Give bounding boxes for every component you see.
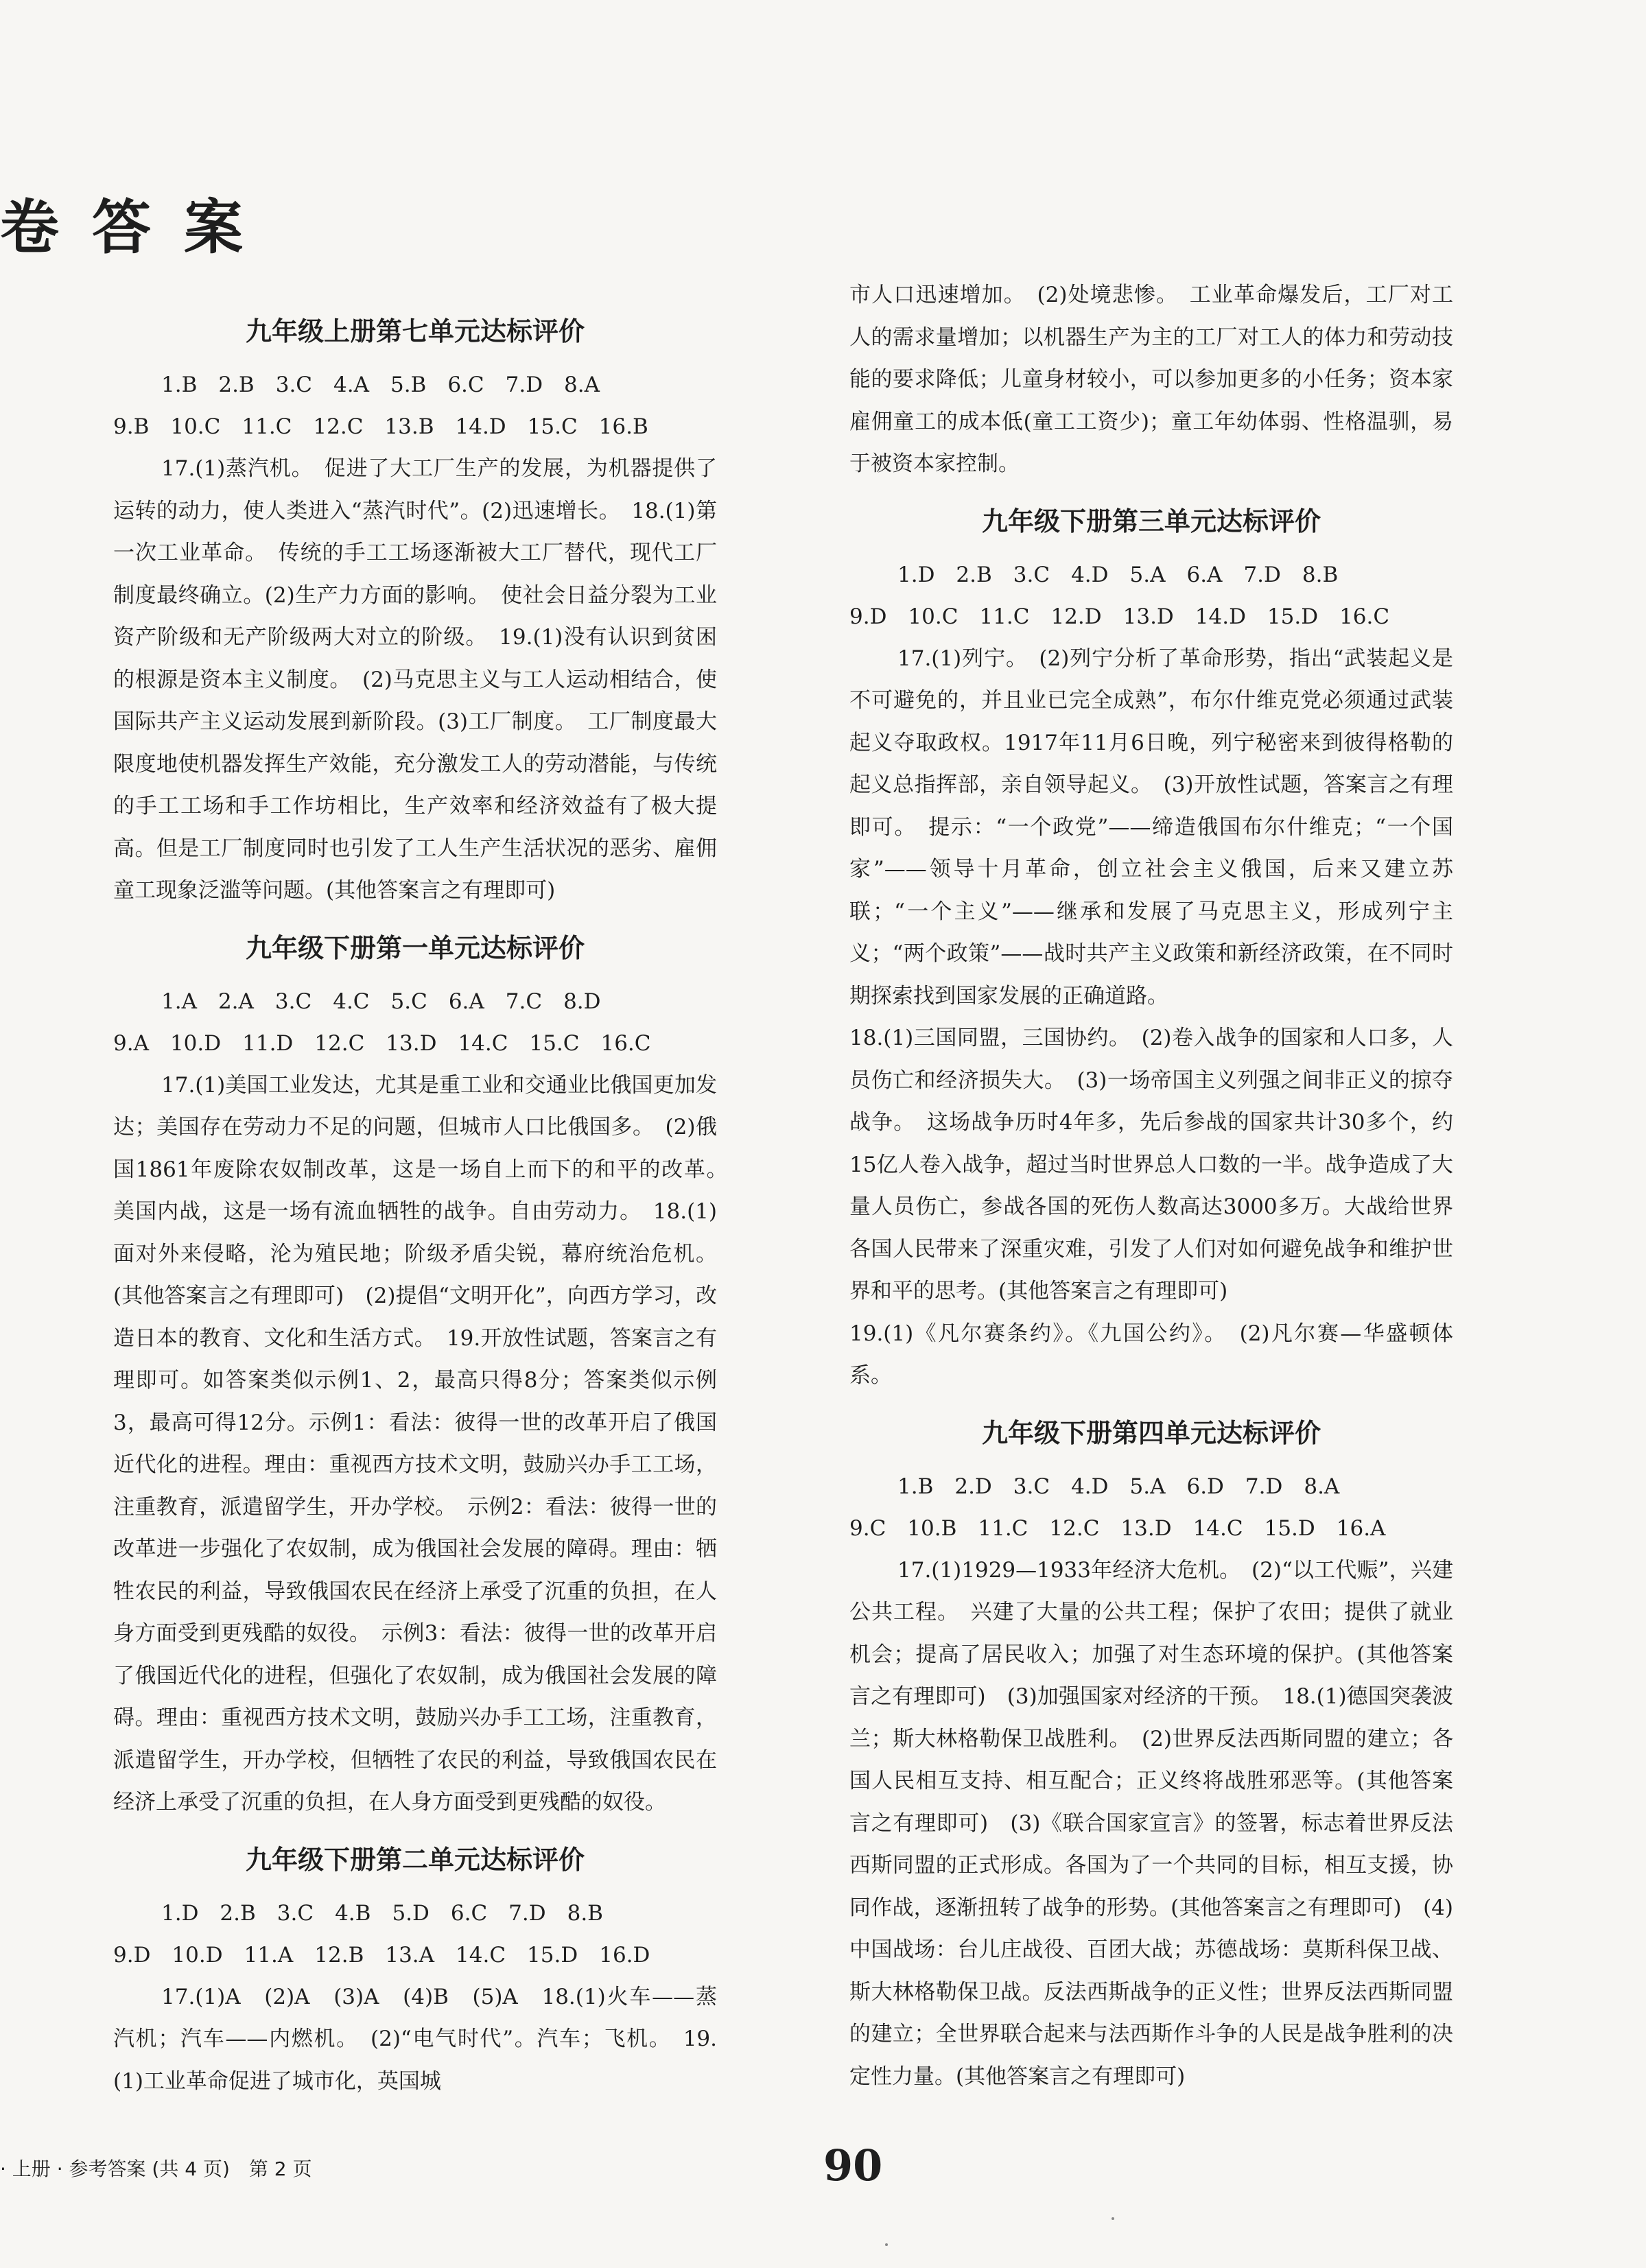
section-title: 九年级下册第二单元达标评价 [245, 1844, 585, 1875]
answer-row: 9.B 10.C 11.C 12.C 13.B 14.D 15.C 16.B [113, 414, 648, 439]
section-title: 九年级下册第一单元达标评价 [245, 932, 585, 963]
section-title: 九年级下册第三单元达标评价 [981, 506, 1321, 536]
footer-label: · 上册 · 参考答案 (共 4 页) 第 2 页 [0, 2158, 312, 2180]
scan-speck [1112, 2217, 1114, 2220]
answer-body: 17.(1)列宁。 (2)列宁分析了革命形势，指出“武装起义是不可避免的，并且业已完全成熟”，布尔什维克党必须通过武装起义夺取政权。1917年11月6日晚，列宁秘密来到彼得格勒的起义总指挥部，亲自领导起义。 (3)开放性试题，答案言之有理即可。 提示：“一个政党”——缔造俄国布尔什维克；“一个国家”——领导十月革命，创立社会主义俄国，后来又建立苏联；“一个主义”——继承和发展了马克思主义，形成列宁主义；“两个政策”——战时共产主义政策和新经济政策，在不同时期探索找到国家发展的正确道路。 [849, 646, 1453, 1008]
left-column [113, 271, 738, 2103]
answer-row: 9.D 10.C 11.C 12.D 13.D 14.D 15.D 16.C [849, 604, 1390, 629]
answer-body: 17.(1)A (2)A (3)A (4)B (5)A 18.(1)火车——蒸汽机；汽车——内燃机。 (2)“电气时代”。汽车；飞机。 19.(1)工业革命促进了城市化，英国城 [113, 1984, 717, 2094]
section-title: 九年级下册第四单元达标评价 [981, 1417, 1321, 1448]
answer-body: 18.(1)三国同盟，三国协约。 (2)卷入战争的国家和人口多，人员伤亡和经济损失大。 (3)一场帝国主义列强之间非正义的掠夺战争。 这场战争历时4年多，先后参战的国家共计30多个，约15亿人卷入战争，超过当时世界总人口数的一半。战争造成了大量人员伤亡，参战各国的死伤人数高达3000多万。大战给世界各国人民带来了深重灾难，引发了人们对如何避免战争和维护世界和平的思考。(其他答案言之有理即可) [849, 1026, 1453, 1303]
answer-row: 9.A 10.D 11.D 12.C 13.D 14.C 15.C 16.C [113, 1030, 651, 1056]
answer-row: 1.D 2.B 3.C 4.D 5.A 6.A 7.D 8.B [897, 562, 1339, 587]
section-title: 九年级上册第七单元达标评价 [245, 316, 585, 346]
page-title: 卷答案 [0, 193, 276, 262]
answer-row: 1.B 2.B 3.C 4.A 5.B 6.C 7.D 8.A [161, 373, 600, 397]
scan-speck [885, 2243, 888, 2246]
answer-body: 17.(1)1929—1933年经济大危机。 (2)“以工代赈”，兴建公共工程。 兴建了大量的公共工程；保护了农田；提供了就业机会；提高了居民收入；加强了对生态环境的保护。(其他答案言之有理即可) (3)加强国家对经济的干预。 18.(1)德国突袭波兰；斯大林格勒保卫战胜利。 (2)世界反法西斯同盟的建立；各国人民相互支持、相互配合；正义终将战胜邪恶等。(其他答案言之有理即可) (3)《联合国家宣言》的签署，标志着世界反法西斯同盟的正式形成。各国为了一个共同的目标，相互支援，协同作战，逐渐扭转了战争的形势。(其他答案言之有理即可) (4)中国战场：台儿庄战役、百团大战；苏德战场：莫斯科保卫战、斯大林格勒保卫战。反法西斯战争的正义性；世界反法西斯同盟的建立；全世界联合起来与法西斯作斗争的人民是战争胜利的决定性力量。(其他答案言之有理即可) [849, 1557, 1453, 2089]
answer-row: 1.B 2.D 3.C 4.D 5.A 6.D 7.D 8.A [897, 1474, 1340, 1499]
answer-body: 17.(1)蒸汽机。 促进了大工厂生产的发展，为机器提供了运转的动力，使人类进入“蒸汽时代”。(2)迅速增长。 18.(1)第一次工业革命。 传统的手工工场逐渐被大工厂替代，现代工厂制度最终确立。(2)生产力方面的影响。 使社会日益分裂为工业资产阶级和无产阶级两大对立的阶级。 19.(1)没有认识到贫困的根源是资本主义制度。 (2)马克思主义与工人运动相结合，使国际共产主义运动发展到新阶段。(3)工厂制度。 工厂制度最大限度地使机器发挥生产效能，充分激发工人的劳动潜能，与传统的手工工场和手工作坊相比，生产效率和经济效益有了极大提高。但是工厂制度同时也引发了工人生产生活状况的恶劣、雇佣童工现象泛滥等问题。(其他答案言之有理即可) [113, 456, 717, 903]
answer-row: 1.A 2.A 3.C 4.C 5.C 6.A 7.C 8.D [161, 989, 601, 1014]
answer-row: 9.C 10.B 11.C 12.C 13.D 14.C 15.D 16.A [849, 1515, 1386, 1541]
page-number: 90 [823, 2140, 883, 2190]
answer-body-continued: 市人口迅速增加。 (2)处境悲惨。 工业革命爆发后，工厂对工人的需求量增加；以机器生产为主的工厂对工人的体力和劳动技能的要求降低；儿童身材较小，可以参加更多的小任务；资本家雇佣童工的成本低(童工工资少)；童工年幼体弱、性格温驯，易于被资本家控制。 [849, 283, 1453, 476]
answer-row: 1.D 2.B 3.C 4.B 5.D 6.C 7.D 8.B [161, 1900, 603, 1926]
answer-row: 9.D 10.D 11.A 12.B 13.A 14.C 15.D 16.D [113, 1942, 650, 1968]
answer-body: 17.(1)美国工业发达，尤其是重工业和交通业比俄国更加发达；美国存在劳动力不足的问题，但城市人口比俄国多。 (2)俄国1861年废除农奴制改革，这是一场自上而下的和平的改革。 美国内战，这是一场有流血牺牲的战争。自由劳动力。 18.(1)面对外来侵略，沦为殖民地；阶级矛盾尖锐，幕府统治危机。(其他答案言之有理即可) (2)提倡“文明开化”，向西方学习，改造日本的教育、文化和生活方式。 19.开放性试题，答案言之有理即可。如答案类似示例1、2，最高只得8分；答案类似示例3，最高可得12分。示例1：看法：彼得一世的改革开启了俄国近代化的进程。理由：重视西方技术文明，鼓励兴办手工工场，注重教育，派遣留学生，开办学校。 示例2：看法：彼得一世的改革进一步强化了农奴制，成为俄国社会发展的障碍。理由：牺牲农民的利益，导致俄国农民在经济上承受了沉重的负担，在人身方面受到更残酷的奴役。 示例3：看法：彼得一世的改革开启了俄国近代化的进程，但强化了农奴制，成为俄国社会发展的障碍。理由：重视西方技术文明，鼓励兴办手工工场，注重教育，派遣留学生，开办学校，但牺牲了农民的利益，导致俄国农民在经济上承受了沉重的负担，在人身方面受到更残酷的奴役。 [113, 1072, 738, 1815]
answer-body: 19.(1)《凡尔赛条约》。《九国公约》。 (2)凡尔赛—华盛顿体系。 [849, 1321, 1453, 1388]
right-column [849, 274, 1453, 2098]
